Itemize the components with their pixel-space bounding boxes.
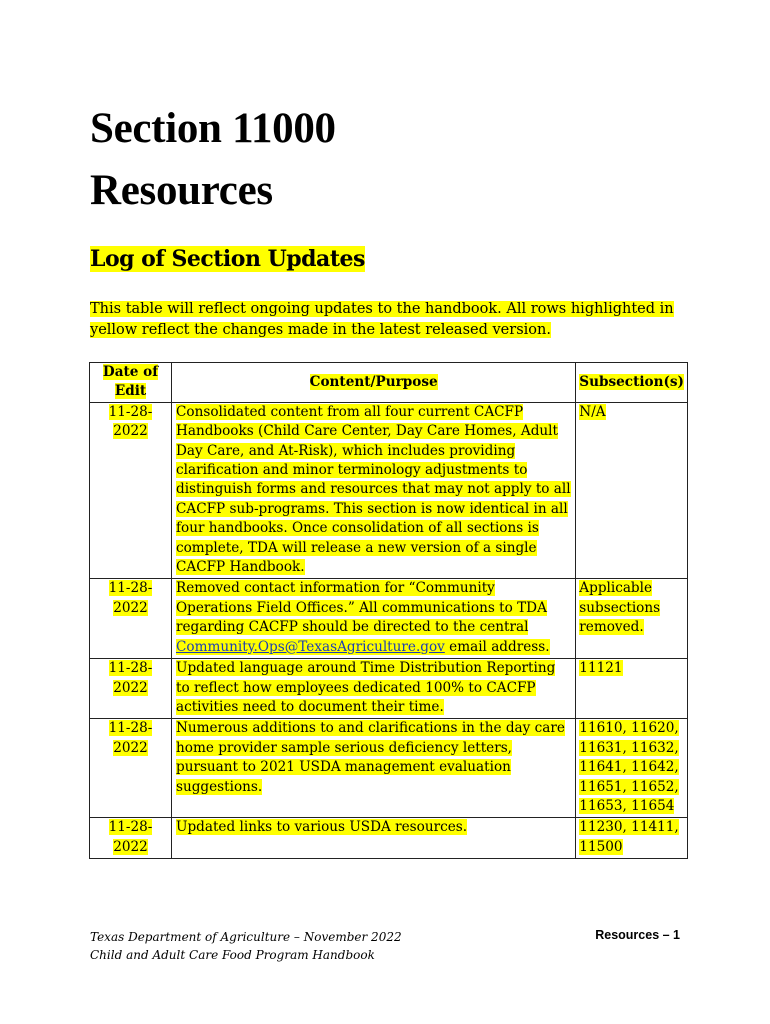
- header-content: [172, 363, 576, 403]
- header-date-text: Date of Edit: [102, 364, 159, 400]
- content-text-end: email address.: [444, 638, 550, 655]
- table-row: [90, 402, 688, 579]
- content-text: Updated language around Time Distribution Reporting to reflect how employees dedicated 100% to CACFP activities need to document their time.: [176, 660, 556, 715]
- subsections-text: Applicable subsections removed.: [579, 580, 661, 636]
- cell-date: [90, 818, 172, 859]
- date-text: 11-28-2022: [108, 403, 153, 440]
- page-number: Resources – 1: [595, 928, 680, 942]
- table-header-row: [90, 363, 688, 403]
- subsections-text: N/A: [579, 403, 606, 420]
- content-text: Consolidated content from all four current CACFP Handbooks (Child Care Center, Day Care Homes, Adult Day Care, and At-Risk), which includes providing clarification and minor terminology adjustments to distinguish forms and resources that may not apply to all CACFP sub-programs. This section is now identical in all four handbooks. Once consolidation of all sections is complete, TDA will release a new version of a single CACFP Handbook.: [176, 403, 571, 576]
- footer-handbook: Child and Adult Care Food Program Handbook: [90, 948, 375, 962]
- cell-subsections: [576, 719, 688, 818]
- page-title-line2: Resources: [90, 167, 273, 214]
- cell-date: [90, 719, 172, 818]
- content-text: Numerous additions to and clarifications in the day care home provider sample serious deficiency letters, pursuant to 2021 USDA management evaluation suggestions.: [176, 720, 565, 795]
- header-content-text: Content/Purpose: [309, 373, 438, 390]
- updates-log-table: [89, 362, 688, 859]
- date-text: 11-28-2022: [108, 580, 153, 616]
- cell-content: [172, 659, 576, 719]
- header-date: [90, 363, 172, 403]
- cell-subsections: [576, 579, 688, 659]
- cell-content: [172, 818, 576, 859]
- email-link[interactable]: Community.Ops@TexasAgriculture.gov: [176, 638, 445, 655]
- cell-content: [172, 402, 576, 579]
- cell-subsections: [576, 818, 688, 859]
- subsections-text: 11610, 11620, 11631, 11632, 11641, 11642, 11651, 11652, 11653, 11654: [579, 720, 679, 814]
- header-subsections: [576, 363, 688, 403]
- cell-content: [172, 579, 576, 659]
- table-row: [90, 719, 688, 818]
- page-title-line1: Section 11000: [90, 105, 336, 152]
- intro-paragraph: [90, 299, 690, 341]
- footer-left: [90, 928, 402, 964]
- content-text: Removed contact information for “Community Operations Field Offices.” All communications to TDA regarding CACFP should be directed to the central: [176, 580, 547, 636]
- intro-text: This table will reflect ongoing updates to the handbook. All rows highlighted in yellow reflect the changes made in the latest released version.: [90, 301, 674, 338]
- table-row: [90, 579, 688, 659]
- header-subsections-text: Subsection(s): [579, 373, 684, 390]
- content-text: Updated links to various USDA resources.: [176, 819, 468, 836]
- subsections-text: 11121: [579, 660, 623, 677]
- subsections-text: 11230, 11411, 11500: [579, 819, 679, 855]
- table-row: [90, 818, 688, 859]
- cell-date: [90, 659, 172, 719]
- cell-subsections: [576, 659, 688, 719]
- cell-subsections: [576, 402, 688, 579]
- cell-content: [172, 719, 576, 818]
- date-text: 11-28-2022: [108, 660, 153, 696]
- date-text: 11-28-2022: [108, 819, 153, 855]
- section-heading-text: Log of Section Updates: [90, 246, 365, 272]
- cell-date: [90, 402, 172, 579]
- table-row: [90, 659, 688, 719]
- section-heading: [90, 246, 365, 272]
- cell-date: [90, 579, 172, 659]
- date-text: 11-28-2022: [108, 720, 153, 756]
- footer-agency: Texas Department of Agriculture – November 2022: [90, 930, 402, 944]
